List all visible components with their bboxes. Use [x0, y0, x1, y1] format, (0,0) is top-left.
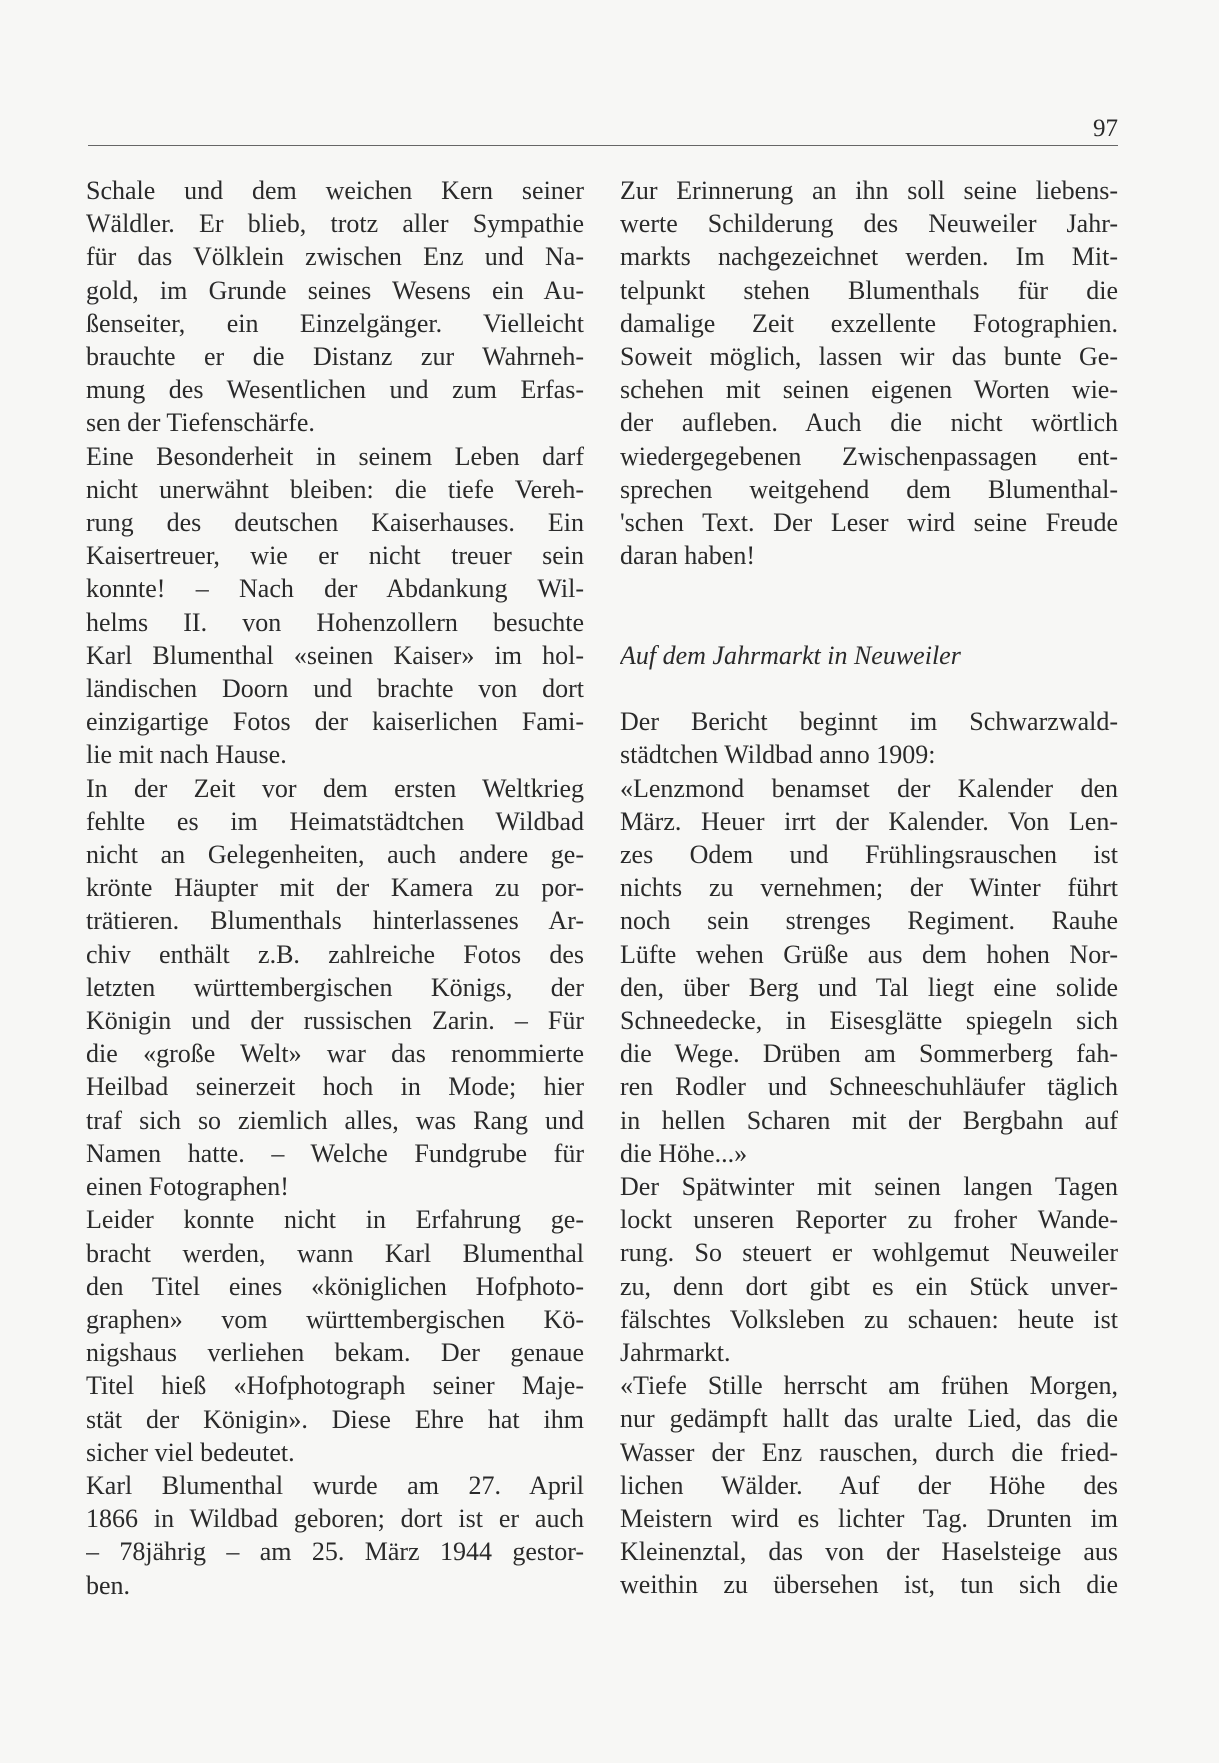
text-line: Lüfte wehen Grüße aus dem hohen Nor-: [620, 939, 1118, 969]
text-line: die Höhe...»: [620, 1138, 748, 1168]
text-line: markts nachgezeichnet werden. Im Mit-: [620, 242, 1118, 272]
text-line: rung des deutschen Kaiserhauses. Ein: [86, 508, 584, 538]
text-line: stät der Königin». Diese Ehre hat ihm: [86, 1404, 584, 1434]
text-line: Titel hieß «Hofphotograph seiner Maje-: [86, 1371, 584, 1401]
left-text-column: [86, 174, 584, 1602]
text-line: brauchte er die Distanz zur Wahrneh-: [86, 342, 584, 372]
text-line: Heilbad seinerzeit hoch in Mode; hier: [86, 1072, 584, 1102]
text-line: Karl Blumenthal «seinen Kaiser» im hol-: [86, 640, 584, 670]
text-line: fälschtes Volksleben zu schauen: heute ist: [620, 1304, 1118, 1334]
text-line: zu, denn dort gibt es ein Stück unver-: [620, 1271, 1118, 1301]
text-line: schehen mit seinen eigenen Worten wie-: [620, 375, 1118, 405]
text-line: Wäldler. Er blieb, trotz aller Sympathie: [86, 209, 584, 239]
text-line: Schneedecke, in Eisesglätte spiegeln sich: [620, 1006, 1118, 1036]
text-line: noch sein strenges Regiment. Rauhe: [620, 906, 1118, 936]
text-line: Karl Blumenthal wurde am 27. April: [86, 1470, 584, 1500]
text-line: helms II. von Hohenzollern besuchte: [86, 607, 584, 637]
text-line: Meistern wird es lichter Tag. Drunten im: [620, 1504, 1118, 1534]
text-line: nicht an Gelegenheiten, auch andere ge-: [86, 840, 584, 870]
text-line: werte Schilderung des Neuweiler Jahr-: [620, 209, 1118, 239]
text-line: nur gedämpft hallt das uralte Lied, das die: [620, 1404, 1118, 1434]
right-text-column: [620, 174, 1118, 1602]
text-line: mung des Wesentlichen und zum Erfas-: [86, 375, 584, 405]
text-line: chiv enthält z.B. zahlreiche Fotos des: [86, 939, 584, 969]
text-line: lockt unseren Reporter zu froher Wande-: [620, 1205, 1118, 1235]
text-line: 1866 in Wildbad geboren; dort ist er auch: [86, 1504, 584, 1534]
text-line: Der Bericht beginnt im Schwarzwald-: [620, 707, 1118, 737]
text-line: nicht unerwähnt bleiben: die tiefe Vereh-: [86, 474, 584, 504]
text-line: «Tiefe Stille herrscht am frühen Morgen,: [620, 1371, 1118, 1401]
spacer: [620, 606, 1118, 639]
text-line: nichts zu vernehmen; der Winter führt: [620, 873, 1118, 903]
text-line: rung. So steuert er wohlgemut Neuweiler: [620, 1238, 1118, 1268]
text-line: für das Völklein zwischen Enz und Na-: [86, 242, 584, 272]
text-line: den Titel eines «königlichen Hofphoto-: [86, 1271, 584, 1301]
text-line: bracht werden, wann Karl Blumenthal: [86, 1238, 584, 1268]
text-line: zes Odem und Frühlingsrauschen ist: [620, 840, 1118, 870]
text-line: graphen» vom württembergischen Kö-: [86, 1304, 584, 1334]
text-line: Wasser der Enz rauschen, durch die fried-: [620, 1437, 1118, 1467]
text-line: städtchen Wildbad anno 1909:: [620, 740, 936, 770]
text-line: der aufleben. Auch die nicht wörtlich: [620, 408, 1118, 438]
text-line: sen der Tiefenschärfe.: [86, 408, 315, 438]
text-line: weithin zu übersehen ist, tun sich die: [620, 1570, 1118, 1600]
text-line: gold, im Grunde seines Wesens ein Au-: [86, 275, 584, 305]
text-line: lichen Wälder. Auf der Höhe des: [620, 1470, 1118, 1500]
text-line: telpunkt stehen Blumenthals für die: [620, 275, 1118, 305]
spacer: [620, 672, 1118, 705]
text-line: nigshaus verliehen bekam. Der genaue: [86, 1338, 584, 1368]
text-line: Namen hatte. – Welche Fundgrube für: [86, 1138, 584, 1168]
section-heading: Auf dem Jahrmarkt in Neuweiler: [620, 640, 961, 670]
text-line: Jahrmarkt.: [620, 1338, 731, 1368]
text-line: Leider konnte nicht in Erfahrung ge-: [86, 1205, 584, 1235]
text-line: einzigartige Fotos der kaiserlichen Fami-: [86, 707, 584, 737]
text-line: Kaisertreuer, wie er nicht treuer sein: [86, 541, 584, 571]
text-line: Zur Erinnerung an ihn soll seine liebens-: [620, 176, 1118, 205]
text-line: trätieren. Blumenthals hinterlassenes Ar-: [86, 906, 584, 936]
text-line: die «große Welt» war das renommierte: [86, 1039, 584, 1069]
text-line: Kleinenztal, das von der Haselsteige aus: [620, 1537, 1118, 1567]
text-line: 'schen Text. Der Leser wird seine Freude: [620, 508, 1118, 538]
text-line: damalige Zeit exzellente Fotographien.: [620, 308, 1118, 338]
text-line: Soweit möglich, lassen wir das bunte Ge-: [620, 342, 1118, 372]
text-line: krönte Häupter mit der Kamera zu por-: [86, 873, 584, 903]
text-line: In der Zeit vor dem ersten Weltkrieg: [86, 773, 584, 803]
spacer: [620, 572, 1118, 605]
text-line: sicher viel bedeutet.: [86, 1437, 295, 1467]
text-line: einen Fotographen!: [86, 1172, 289, 1202]
text-line: traf sich so ziemlich alles, was Rang und: [86, 1105, 584, 1135]
text-line: Eine Besonderheit in seinem Leben darf: [86, 441, 584, 471]
text-line: März. Heuer irrt der Kalender. Von Len-: [620, 806, 1118, 836]
text-line: daran haben!: [620, 541, 755, 571]
page-number: 97: [1093, 115, 1118, 142]
text-line: ren Rodler und Schneeschuhläufer täglich: [620, 1072, 1118, 1102]
text-line: letzten württembergischen Königs, der: [86, 972, 584, 1002]
text-line: ßenseiter, ein Einzelgänger. Vielleicht: [86, 308, 584, 338]
text-line: wiedergegebenen Zwischenpassagen ent-: [620, 441, 1118, 471]
text-line: in hellen Scharen mit der Bergbahn auf: [620, 1105, 1118, 1135]
text-line: Königin und der russischen Zarin. – Für: [86, 1006, 584, 1036]
text-line: den, über Berg und Tal liegt eine solide: [620, 972, 1118, 1002]
text-line: konnte! – Nach der Abdankung Wil-: [86, 574, 584, 604]
text-line: lie mit nach Hause.: [86, 740, 287, 770]
text-line: sprechen weitgehend dem Blumenthal-: [620, 474, 1118, 504]
text-line: «Lenzmond benamset der Kalender den: [620, 773, 1118, 803]
text-line: – 78jährig – am 25. März 1944 gestor-: [86, 1537, 584, 1567]
text-line: ben.: [86, 1570, 131, 1600]
text-line: die Wege. Drüben am Sommerberg fah-: [620, 1039, 1118, 1069]
header-rule: [88, 145, 1118, 146]
text-line: Der Spätwinter mit seinen langen Tagen: [620, 1172, 1118, 1202]
text-line: Schale und dem weichen Kern seiner: [86, 176, 584, 205]
text-line: fehlte es im Heimatstädtchen Wildbad: [86, 806, 584, 836]
text-line: ländischen Doorn und brachte von dort: [86, 674, 584, 704]
